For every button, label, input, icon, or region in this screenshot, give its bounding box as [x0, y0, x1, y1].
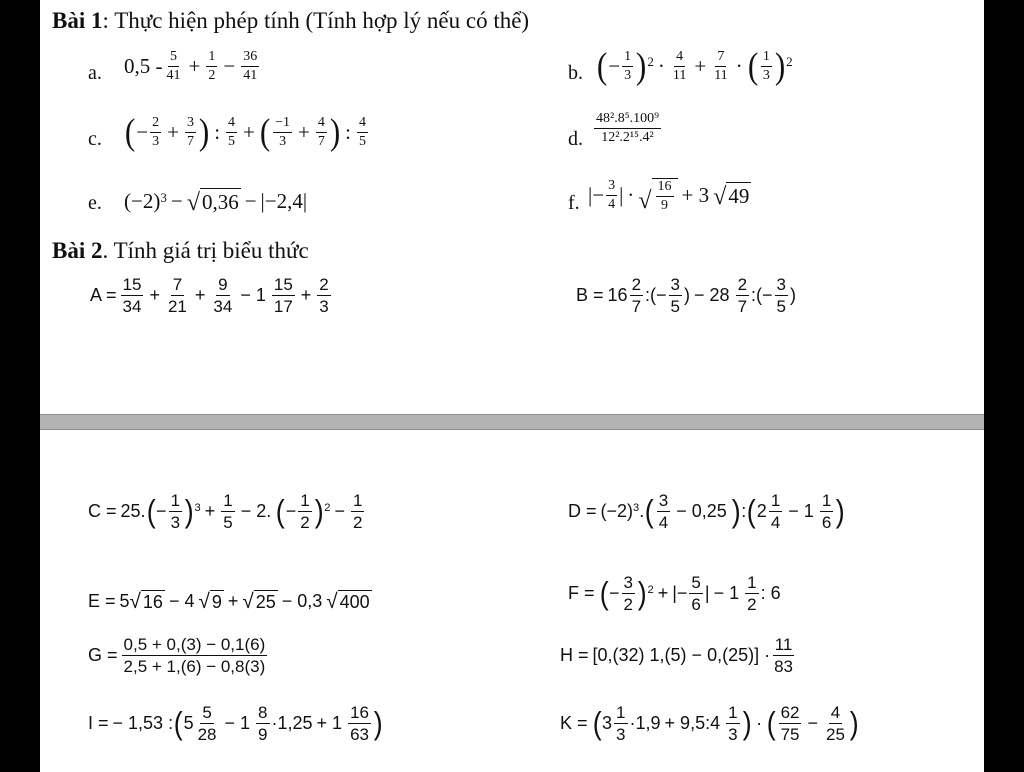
- bai1-heading: [52, 8, 529, 34]
- square-root: √ 400: [326, 590, 370, 614]
- fraction: $\frac{3}{5}$: [670, 275, 681, 316]
- expr-E: [88, 590, 372, 613]
- square-root: √ 9: [198, 590, 222, 614]
- expr-A-label: A =: [90, 285, 117, 305]
- fraction: $\frac{3}{2}$: [623, 573, 633, 614]
- absolute-value: |−2,4|: [260, 189, 308, 213]
- item-e-label: e.: [88, 192, 102, 214]
- expr-A: A = $\frac{15}{34}$ + $\frac{7}{21}$ + $\frac{9}{34}$ − 1 $\frac{15}{17}$ + $\frac{2}{3}$: [90, 275, 329, 316]
- fraction: $\frac{7}{21}$: [167, 275, 187, 316]
- fraction: $\frac{1}{2}$: [352, 491, 363, 532]
- expr-B-label: B =: [576, 285, 604, 305]
- fraction: $\frac{1}{4}$: [770, 491, 781, 532]
- radicand: 49: [728, 184, 750, 208]
- expr-I-lead: − 1,53 :: [112, 713, 174, 733]
- fraction: $\frac{1}{3}$: [762, 48, 770, 83]
- fraction: $\frac{9}{34}$: [213, 275, 233, 316]
- expr-I: I = − 1,53 : ( 5 $\frac{5}{28}$ − 1 $\frac{8}{9}$ ·1,25 + 1 $\frac{16}{63}$ ): [88, 703, 383, 744]
- bai1-title-bold: Bài 1: [52, 8, 103, 33]
- fraction: $\frac{1}{2}$: [208, 49, 216, 83]
- fraction: $\frac{3}{7}$: [186, 114, 194, 149]
- fraction: $\frac{1}{2}$: [300, 491, 310, 532]
- item-b-label: b.: [568, 62, 583, 84]
- item-f-label: f.: [568, 192, 580, 214]
- radicand: 9: [211, 592, 222, 612]
- expr-F-label: F =: [568, 583, 595, 603]
- square-root: √ 16: [129, 590, 163, 614]
- fraction: $\frac{16}{63}$: [350, 703, 369, 744]
- worksheet-page-bottom: [40, 430, 984, 772]
- expr-d-denominator: 12².2¹⁵.4²: [601, 130, 654, 145]
- fraction: $\frac{62}{75}$: [780, 703, 800, 744]
- radicand: 25: [255, 592, 276, 612]
- fraction: $\frac{4}{7}$: [317, 114, 325, 149]
- fraction: [594, 112, 661, 145]
- square-root: √ 0,36: [186, 188, 239, 216]
- expr-I-label: I =: [88, 713, 109, 733]
- fraction: $\frac{4}{25}$: [826, 703, 845, 744]
- expr-e: (−2) 3 − √ 0,36 − |−2,4|: [124, 188, 308, 216]
- fraction: $\frac{15}{34}$: [122, 275, 142, 316]
- operator: +: [227, 591, 239, 611]
- expr-a: 0,5 - $\frac{5}{41}$ + $\frac{1}{2}$ − $\frac{36}{41}$: [124, 49, 258, 83]
- expr-b: ( − $\frac{1}{3}$ ) 2 · $\frac{4}{11}$ + $\frac{7}{11}$ · ( $\frac{1}{3}$ ) 2: [596, 45, 793, 86]
- fraction: $\frac{1}{6}$: [821, 491, 832, 532]
- expr-a-lead: 0,5 -: [124, 54, 163, 78]
- expr-D-label: D =: [568, 501, 597, 521]
- bai1-title-rest: : Thực hiện phép tính (Tính hợp lý nếu có thể): [102, 8, 530, 33]
- bai2-title-bold: Bài 2: [52, 238, 103, 263]
- expr-G: [88, 636, 269, 675]
- fraction: $\frac{2}{3}$: [319, 275, 329, 316]
- fraction: $\frac{1}{3}$: [624, 48, 632, 83]
- expr-f: |− $\frac{3}{4}$ | · √ $\frac{16}{9}$ + 3 √ 49: [588, 178, 750, 214]
- expr-G-label: G =: [88, 645, 118, 665]
- expr-K: K = ( 3 $\frac{1}{3}$ ·1,9 + 9,5:4 $\frac{1}{3}$ ) · ( $\frac{62}{75}$ − $\frac{4}{25}$ ): [560, 703, 859, 744]
- coefficient: − 4: [168, 591, 195, 611]
- fraction: $\frac{3}{5}$: [776, 275, 787, 316]
- fraction: $\frac{16}{9}$: [657, 179, 672, 213]
- fraction: $\frac{-1}{3}$: [275, 114, 291, 149]
- fraction: $\frac{5}{41}$: [166, 49, 181, 83]
- expr-H-body: [0,(32) 1,(5) − 0,(25)] ·: [592, 645, 771, 665]
- expr-G-denominator: 2,5 + 1,(6) − 0,8(3): [123, 657, 266, 676]
- bai2-title-rest: . Tính giá trị biểu thức: [102, 238, 309, 263]
- radicand: 0,36: [201, 190, 239, 214]
- expr-C-label: C =: [88, 501, 117, 521]
- fraction: $\frac{15}{17}$: [273, 275, 293, 316]
- fraction: $\frac{2}{7}$: [631, 275, 642, 316]
- fraction: $\frac{1}{2}$: [747, 573, 757, 614]
- expr-G-numerator: 0,5 + 0,(3) − 0,1(6): [123, 635, 266, 654]
- fraction: $\frac{5}{6}$: [691, 573, 701, 614]
- expr-H: [560, 636, 797, 675]
- expr-c: ( − $\frac{2}{3}$ + $\frac{3}{7}$ ) : $\frac{4}{5}$ + ( $\frac{-1}{3}$ + $\frac{4}{7}$ ) : $\frac{4}{5}$: [124, 111, 366, 152]
- fraction: $\frac{5}{28}$: [197, 703, 217, 744]
- fraction: $\frac{1}{3}$: [616, 703, 626, 744]
- expr-F: F = ( − $\frac{3}{2}$ ) 2 + |− $\frac{5}{6}$ | − 1 $\frac{1}{2}$ : 6: [568, 573, 781, 614]
- expr-e-base: (−2): [124, 189, 161, 213]
- fraction: $\frac{7}{11}$: [714, 48, 728, 83]
- worksheet-page-top: [40, 0, 984, 414]
- fraction: $\frac{3}{4}$: [608, 178, 616, 212]
- coefficient: − 0,3: [281, 591, 323, 611]
- fraction: $\frac{11}{83}$: [774, 635, 794, 676]
- fraction: $\frac{4}{5}$: [228, 114, 236, 149]
- expr-B: B = 16 $\frac{2}{7}$ :(− $\frac{3}{5}$ ) − 28 $\frac{2}{7}$ :(− $\frac{3}{5}$ ): [576, 275, 797, 316]
- page-divider: [40, 414, 984, 430]
- fraction: [122, 636, 268, 675]
- radicand: 400: [339, 592, 370, 612]
- bai2-heading: [52, 238, 309, 264]
- expr-d-numerator: 48².8⁵.100⁹: [594, 112, 661, 129]
- exponent: 3: [160, 189, 167, 205]
- fraction: $\frac{4}{5}$: [358, 114, 366, 149]
- square-root: √ 49: [713, 182, 750, 210]
- exponent: 2: [647, 54, 654, 70]
- fraction: $\frac{2}{7}$: [737, 275, 748, 316]
- fraction: $\frac{36}{41}$: [243, 49, 258, 83]
- item-c-label: c.: [88, 128, 102, 150]
- fraction: $\frac{3}{4}$: [658, 491, 669, 532]
- coefficient: 5: [119, 591, 130, 611]
- square-root: √ $\frac{16}{9}$: [638, 178, 677, 213]
- square-root: √ 25: [242, 590, 276, 614]
- fraction: $\frac{1}{3}$: [728, 703, 738, 744]
- expr-D: D = (−2) 3 . ( $\frac{3}{4}$ − 0,25 ) : ( 2 $\frac{1}{4}$ − 1 $\frac{1}{6}$ ): [568, 491, 845, 532]
- fraction: $\frac{1}{5}$: [223, 491, 233, 532]
- fraction: $\frac{4}{11}$: [672, 48, 687, 83]
- fraction: $\frac{8}{9}$: [258, 703, 268, 744]
- expr-H-label: H =: [560, 645, 589, 665]
- item-a-label: a.: [88, 62, 102, 84]
- expr-K-label: K =: [560, 713, 588, 733]
- item-d-label: d.: [568, 128, 583, 150]
- fraction: $\frac{1}{3}$: [170, 491, 181, 532]
- fraction: $\frac{2}{3}$: [152, 114, 160, 149]
- expr-d: [592, 112, 663, 145]
- expr-E-label: E =: [88, 591, 116, 611]
- radicand: 16: [142, 592, 163, 612]
- expr-C: C = 25. ( − $\frac{1}{3}$ ) 3 + $\frac{1}{5}$ − 2. ( − $\frac{1}{2}$ ) 2 − $\frac{1}{2}$: [88, 491, 363, 532]
